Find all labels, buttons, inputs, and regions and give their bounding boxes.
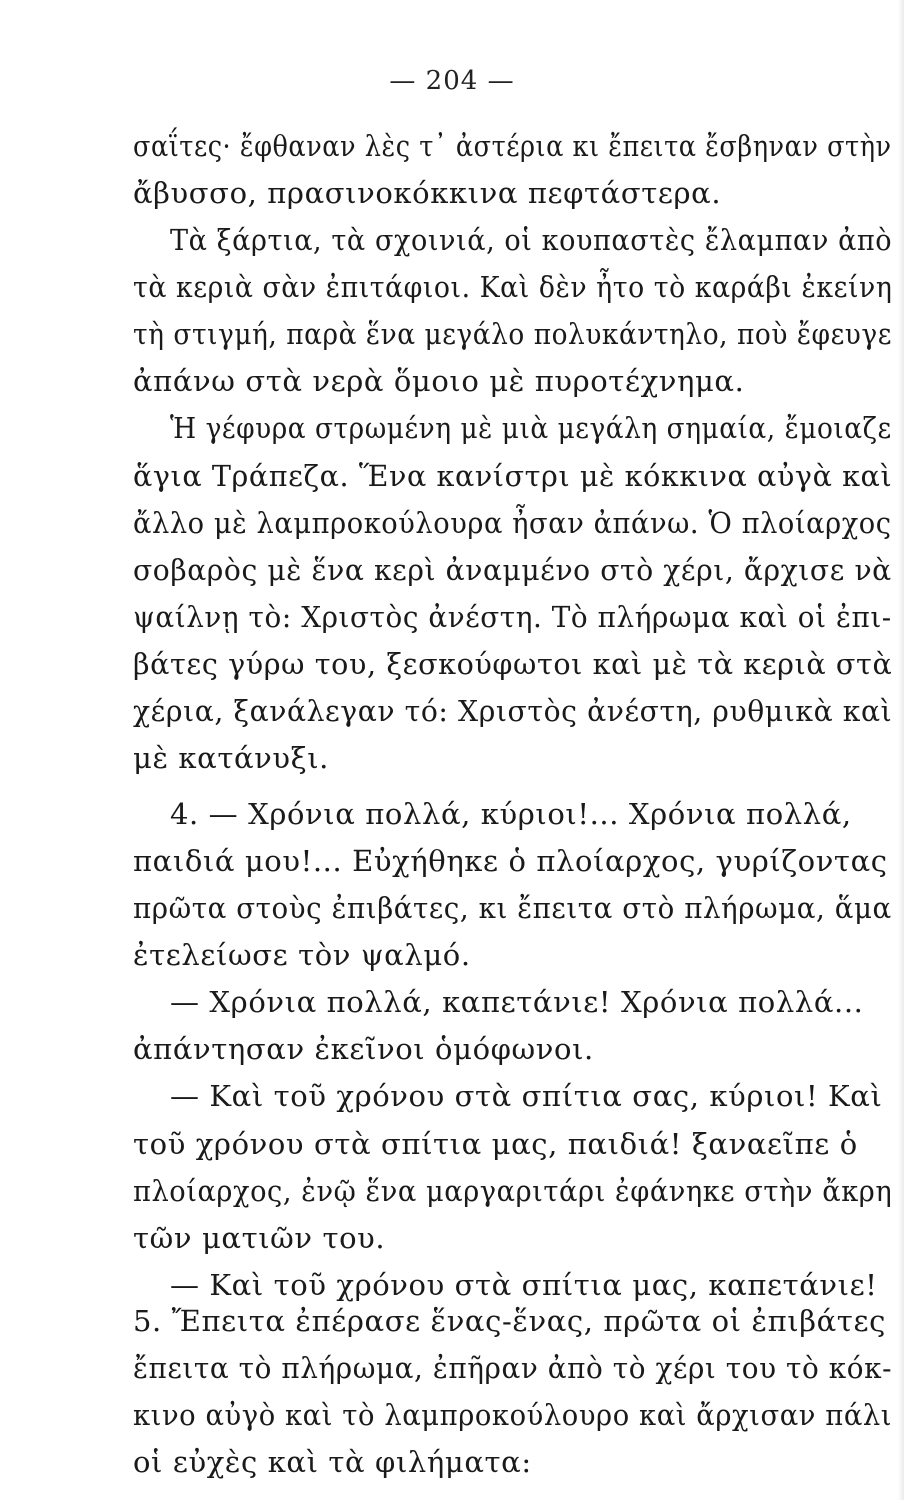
text-line: τῶν ματιῶν του. [133,1221,386,1255]
text-line: ἔπειτα τὸ πλήρωμα, ἐπῆραν ἀπὸ τὸ χέρι του τὸ κόκ- [133,1351,893,1385]
text-line: ἀπάντησαν ἐκεῖνοι ὁμόφωνοι. [133,1032,594,1066]
text-line: 4. — Χρόνια πολλά, κύριοι!... Χρόνια πολλά, [170,797,852,831]
text-line: Ἡ γέφυρα στρωμένη μὲ μιὰ μεγάλη σημαία, ἔμοιαζε [170,411,892,445]
page-edge-shadow [898,0,904,1500]
text-line: πρῶτα στοὺς ἐπιβάτες, κι ἔπειτα στὸ πλήρωμα, ἅμα [133,891,892,925]
text-line: ἐτελείωσε τὸν ψαλμό. [133,938,471,972]
text-line: — Χρόνια πολλά, καπετάνιε! Χρόνια πολλά... [170,985,864,1019]
text-line: σαΐτες· ἔφθαναν λὲς τ᾽ ἀστέρια κι ἔπειτα ἔσβηναν στὴν [133,129,892,163]
text-line: μὲ κατάνυξι. [133,741,329,775]
text-line: ἄλλο μὲ λαμπροκούλουρα ἦσαν ἀπάνω. Ὁ πλοίαρχος [133,506,892,540]
text-line: ψαίλνῃ τὸ: Χριστὸς ἀνέστη. Τὸ πλήρωμα καὶ οἱ ἐπι- [133,600,892,634]
text-line: τὴ στιγμή, παρὰ ἕνα μεγάλο πολυκάντηλο, ποὺ ἔφευγε [133,317,892,351]
text-line: παιδιά μου!... Εὐχήθηκε ὁ πλοίαρχος, γυρίζοντας [133,844,888,878]
text-line: — Καὶ τοῦ χρόνου στὰ σπίτια μας, καπετάνιε! [170,1268,878,1302]
text-line: βάτες γύρω του, ξεσκούφωτοι καὶ μὲ τὰ κεριὰ στὰ [133,647,893,681]
text-line: Τὰ ξάρτια, τὰ σχοινιά, οἱ κουπαστὲς ἔλαμπαν ἀπὸ [170,223,893,257]
text-line: τὰ κεριὰ σὰν ἐπιτάφιοι. Καὶ δὲν ἦτο τὸ καράβι ἐκείνη [133,270,893,304]
text-line: ἀπάνω στὰ νερὰ ὅμοιο μὲ πυροτέχνημα. [133,364,745,398]
text-line: χέρια, ξανάλεγαν τό: Χριστὸς ἀνέστη, ρυθμικὰ καὶ [133,694,893,728]
text-line: πλοίαρχος, ἐνῷ ἕνα μαργαριτάρι ἐφάνηκε στὴν ἄκρη [133,1174,893,1208]
text-line: ἅγια Τράπεζα. Ἕνα κανίστρι μὲ κόκκινα αὐγὰ καὶ [133,459,893,493]
text-line: 5. Ἔπειτα ἐπέρασε ἕνας-ἕνας, πρῶτα οἱ ἐπιβάτες [133,1304,886,1338]
page-number: — 204 — [389,66,515,96]
text-line: ἄβυσσο, πρασινοκόκκινα πεφτάστερα. [133,176,722,210]
text-line: — Καὶ τοῦ χρόνου στὰ σπίτια σας, κύριοι! Καὶ [170,1079,883,1113]
text-line: σοβαρὸς μὲ ἕνα κερὶ ἀναμμένο στὸ χέρι, ἄρχισε νὰ [133,553,892,587]
text-line: οἱ εὐχὲς καὶ τὰ φιλήματα: [133,1445,532,1479]
text-line: τοῦ χρόνου στὰ σπίτια μας, παιδιά! ξαναεῖπε ὁ [133,1127,858,1161]
text-line: κινο αὐγὸ καὶ τὸ λαμπροκούλουρο καὶ ἄρχισαν πάλι [133,1398,893,1432]
